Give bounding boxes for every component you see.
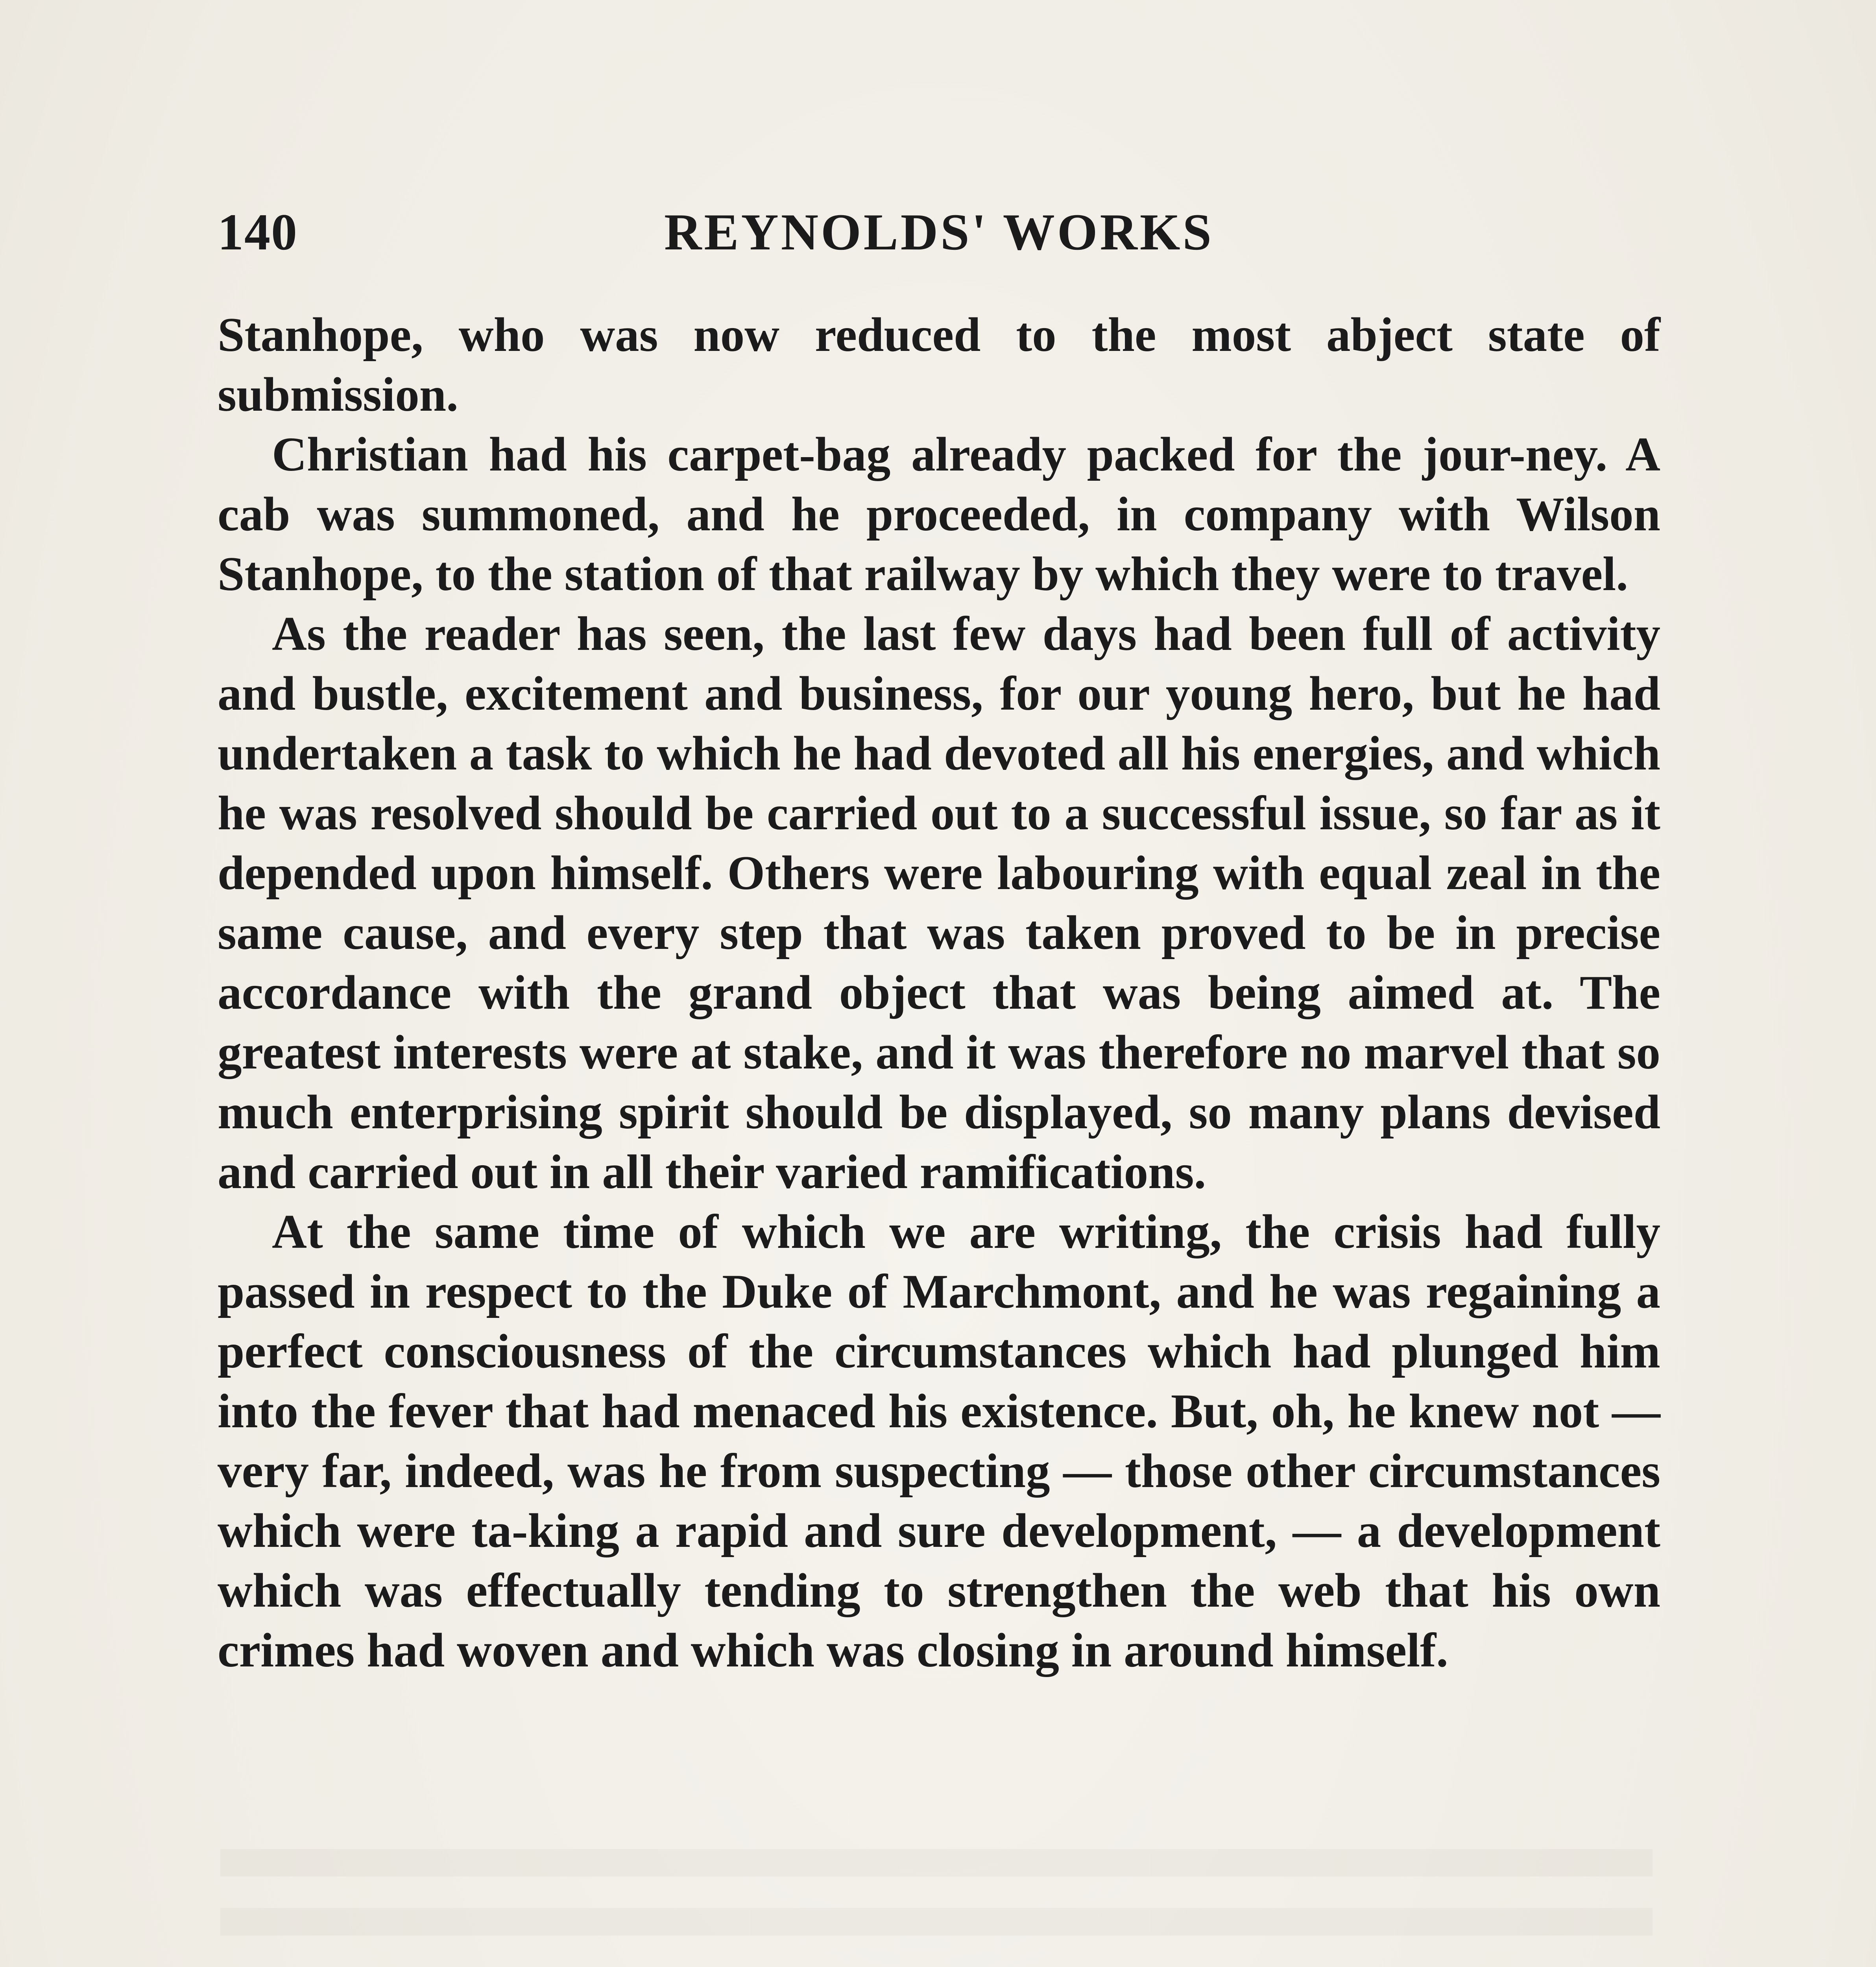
paragraph-4: At the same time of which we are writing, the crisis had fully passed in respect to the Duke of Marchmont, and he was regaining a perfect consciousness of the circumstances which had plunged him into the fever that had menaced his existence. But, oh, he knew not — very far, indeed, was he from suspecting — those other circumstances which were ta-king a rapid and sure development, — a development which was effectually tending to strengthen the web that his own crimes had woven and which was closing in around himself. bbox=[218, 1205, 1660, 1677]
paragraph-2: Christian had his carpet-bag already packed for the jour-ney. A cab was summoned, and he proceeded, in company with Wilson Stanhope, to the station of that railway by which they were to travel. bbox=[218, 427, 1660, 601]
running-title: REYNOLDS' WORKS bbox=[664, 203, 1214, 261]
show-through-texture bbox=[220, 1849, 1653, 1967]
body-text bbox=[218, 305, 1660, 1680]
paragraph-3: As the reader has seen, the last few days had been full of activity and bustle, excitement and business, for our young hero, but he had undertaken a task to which he had devoted all his energies, and which he was resolved should be carried out to a successful issue, so far as it depended upon himself. Others were labouring with equal zeal in the same cause, and every step that was taken proved to be in precise accordance with the grand object that was being aimed at. The greatest interests were at stake, and it was therefore no marvel that so much enterprising spirit should be displayed, so many plans devised and carried out in all their varied ramifications. bbox=[218, 607, 1660, 1199]
paragraph-1: Stanhope, who was now reduced to the most abject state of submission. bbox=[218, 308, 1660, 421]
page-number: 140 bbox=[218, 203, 298, 261]
page-header bbox=[218, 197, 1660, 275]
